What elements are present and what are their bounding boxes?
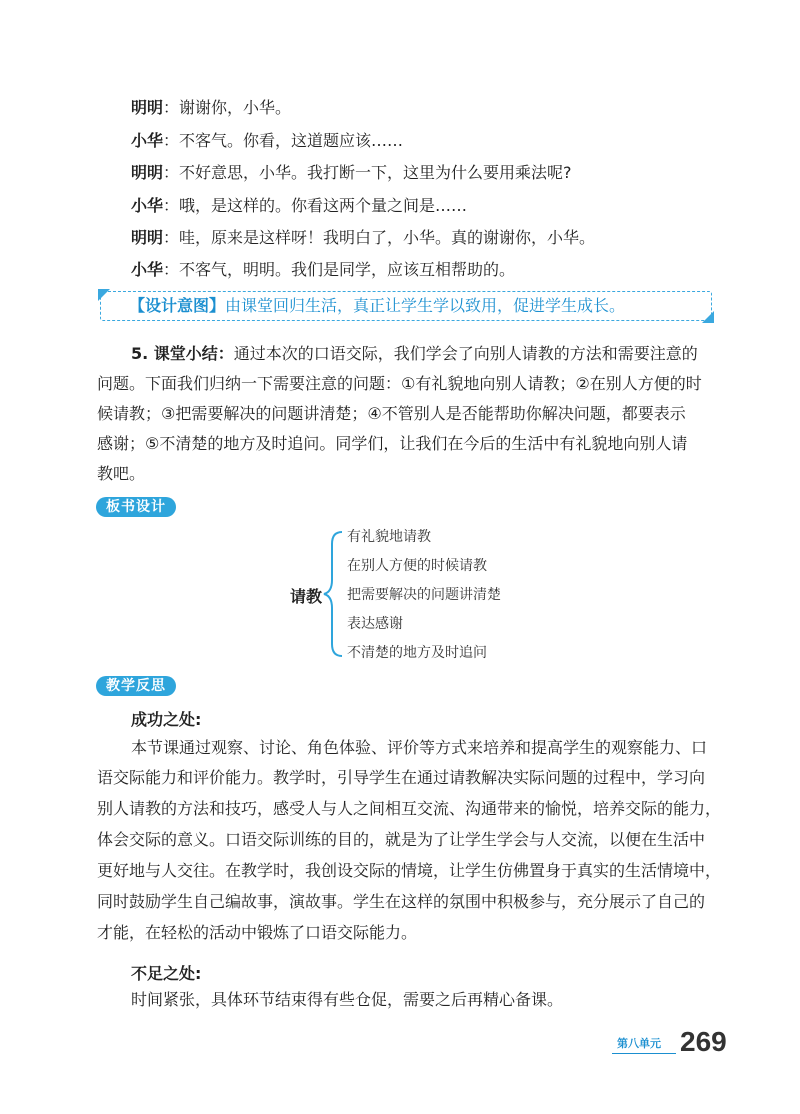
success-title: 成功之处: bbox=[131, 710, 202, 729]
board-item: 把需要解决的问题讲清楚 bbox=[347, 587, 501, 603]
speaker-name: 小华 bbox=[131, 131, 164, 150]
shortcoming-title: 不足之处: bbox=[131, 964, 202, 983]
design-intent-text bbox=[129, 296, 625, 316]
dialogue-text: ：不客气，明明。我们是同学，应该互相帮助的。 bbox=[163, 260, 516, 279]
dialogue-text: ：谢谢你，小华。 bbox=[163, 98, 292, 117]
summary-line: 教吧。 bbox=[97, 464, 146, 483]
reflection-tag: 教学反思 bbox=[96, 676, 176, 696]
reflection-line: 体会交际的意义。口语交际训练的目的，就是为了让学生学会与人交流，以便在生活中 bbox=[97, 830, 706, 849]
board-item: 表达感谢 bbox=[347, 616, 403, 632]
corner-ornament-icon bbox=[98, 289, 110, 301]
summary-line: 感谢；⑤不清楚的地方及时追问。同学们，让我们在今后的生活中有礼貌地向别人请 bbox=[97, 434, 688, 453]
design-intent-box bbox=[100, 291, 712, 321]
board-root: 请教 bbox=[290, 587, 323, 606]
dialogue-text: ：哇，原来是这样呀！我明白了，小华。真的谢谢你，小华。 bbox=[163, 228, 596, 247]
summary-label: 5. 课堂小结： bbox=[131, 344, 234, 363]
summary-line: 问题。下面我们归纳一下需要注意的问题：①有礼貌地向别人请教；②在别人方便的时 bbox=[97, 374, 702, 393]
speaker-name: 明明 bbox=[131, 228, 164, 247]
dialogue-line bbox=[131, 131, 403, 151]
page-number: 269 bbox=[680, 1026, 727, 1057]
reflection-line: 更好地与人交往。在教学时，我创设交际的情境，让学生仿佛置身于真实的生活情境中， bbox=[97, 861, 722, 880]
design-intent-label: 【设计意图】 bbox=[129, 296, 226, 315]
footer-divider bbox=[612, 1053, 676, 1054]
dialogue-line bbox=[131, 196, 467, 216]
summary-line bbox=[131, 339, 698, 369]
unit-label: 第八单元 bbox=[617, 1037, 661, 1050]
reflection-line: 语交际能力和评价能力。教学时，引导学生在通过请教解决实际问题的过程中，学习向 bbox=[97, 768, 706, 787]
corner-ornament-icon bbox=[702, 311, 714, 323]
dialogue-line bbox=[131, 163, 572, 183]
summary-text: 通过本次的口语交际，我们学会了向别人请教的方法和需要注意的 bbox=[233, 344, 698, 363]
dialogue-line bbox=[131, 228, 595, 248]
dialogue-text: ：不客气。你看，这道题应该…… bbox=[163, 131, 404, 150]
speaker-name: 明明 bbox=[131, 163, 164, 182]
reflection-line: 才能，在轻松的活动中锻炼了口语交际能力。 bbox=[97, 923, 418, 942]
board-design-tag: 板书设计 bbox=[96, 497, 176, 517]
brace-icon bbox=[322, 530, 346, 658]
board-item: 不清楚的地方及时追问 bbox=[347, 645, 487, 661]
dialogue-text: ：哦，是这样的。你看这两个量之间是…… bbox=[163, 196, 468, 215]
speaker-name: 小华 bbox=[131, 260, 164, 279]
dialogue-line bbox=[131, 260, 515, 280]
reflection-line: 同时鼓励学生自己编故事，演故事。学生在这样的氛围中积极参与，充分展示了自己的 bbox=[97, 892, 706, 911]
reflection-line: 别人请教的方法和技巧，感受人与人之间相互交流、沟通带来的愉悦，培养交际的能力， bbox=[97, 799, 722, 818]
design-intent-body: 由课堂回归生活，真正让学生学以致用，促进学生成长。 bbox=[225, 296, 626, 315]
speaker-name: 小华 bbox=[131, 196, 164, 215]
board-item: 有礼貌地请教 bbox=[347, 529, 431, 545]
summary-line: 候请教；③把需要解决的问题讲清楚；④不管别人是否能帮助你解决问题，都要表示 bbox=[97, 404, 686, 423]
reflection-line: 本节课通过观察、讨论、角色体验、评价等方式来培养和提高学生的观察能力、口 bbox=[131, 738, 708, 757]
board-item: 在别人方便的时候请教 bbox=[347, 558, 487, 574]
shortcoming-text: 时间紧张，具体环节结束得有些仓促，需要之后再精心备课。 bbox=[131, 990, 564, 1009]
dialogue-line bbox=[131, 98, 291, 118]
speaker-name: 明明 bbox=[131, 98, 164, 117]
dialogue-text: ：不好意思，小华。我打断一下，这里为什么要用乘法呢? bbox=[163, 163, 572, 182]
